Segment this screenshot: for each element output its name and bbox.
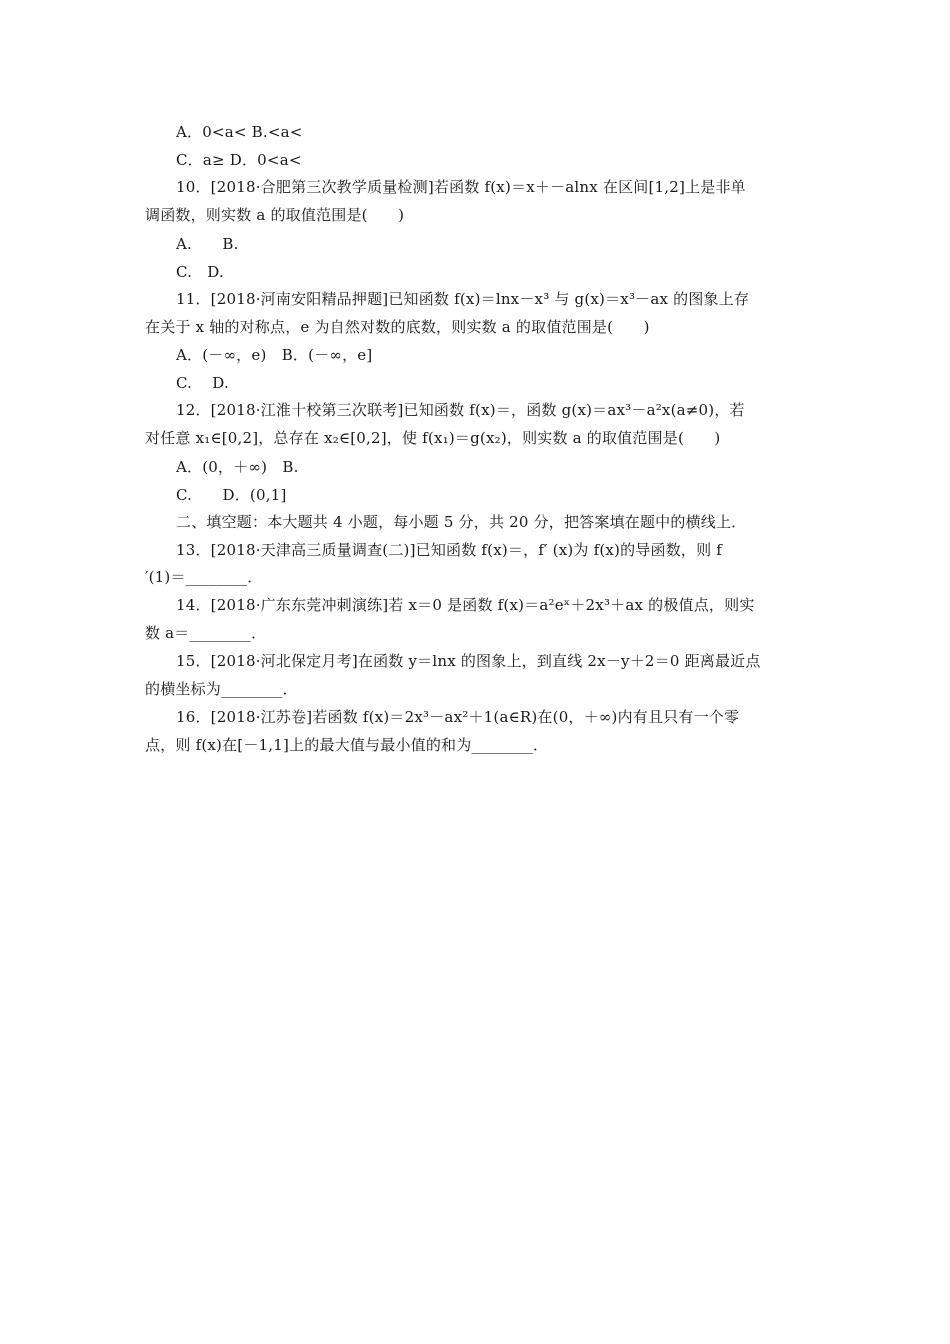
q11-options-cd: C. D. — [176, 374, 229, 392]
q10-options-cd: C. D. — [176, 263, 224, 281]
q13-stem: 13．[2018·天津高三质量调查(二)]已知函数 f(x)＝，f′ (x)为 f(x)的导函数，则 f — [176, 541, 723, 559]
q16-stem: 16．[2018·江苏卷]若函数 f(x)＝2x³－ax²＋1(a∈R)在(0，＋∞)内有且只有一个零 — [176, 708, 740, 726]
q10-options-ab: A. B. — [176, 235, 239, 253]
q14-stem-cont: 数 a＝________． — [145, 624, 267, 642]
q11-stem: 11．[2018·河南安阳精品押题]已知函数 f(x)＝lnx－x³ 与 g(x)＝x³－ax 的图象上存 — [176, 290, 750, 308]
q15-stem-cont: 的横坐标为________． — [145, 680, 298, 698]
q11-options-ab: A．(－∞，e) B．(－∞，e] — [176, 346, 373, 364]
q12-stem-cont: 对任意 x₁∈[0,2]，总存在 x₂∈[0,2]，使 f(x₁)＝g(x₂)，则实数 a 的取值范围是( ) — [145, 429, 721, 447]
q10-stem: 10．[2018·合肥第三次教学质量检测]若函数 f(x)＝x＋－alnx 在区间[1,2]上是非单 — [176, 178, 746, 196]
q13-stem-cont: ′(1)＝________． — [145, 568, 263, 586]
q14-stem: 14．[2018·广东东莞冲刺演练]若 x＝0 是函数 f(x)＝a²eˣ＋2x³＋ax 的极值点，则实 — [176, 596, 755, 614]
q16-stem-cont: 点，则 f(x)在[－1,1]上的最大值与最小值的和为________． — [145, 736, 549, 754]
q15-stem: 15．[2018·河北保定月考]在函数 y＝lnx 的图象上，到直线 2x－y＋2＝0 距离最近点 — [176, 652, 761, 670]
q9-options-cd: C．a≥ D．0<a< — [176, 151, 302, 169]
q11-stem-cont: 在关于 x 轴的对称点，e 为自然对数的底数，则实数 a 的取值范围是( ) — [145, 318, 650, 336]
q12-stem: 12．[2018·江淮十校第三次联考]已知函数 f(x)＝，函数 g(x)＝ax³－a²x(a≠0)，若 — [176, 401, 745, 419]
section-heading: 二、填空题：本大题共 4 小题，每小题 5 分，共 20 分，把答案填在题中的横线上． — [176, 513, 747, 531]
q12-options-cd: C. D．(0,1] — [176, 486, 287, 504]
q12-options-ab: A．(0，＋∞) B. — [176, 458, 299, 476]
q9-options-ab: A．0<a< B.<a< — [176, 123, 303, 141]
q10-stem-cont: 调函数，则实数 a 的取值范围是( ) — [145, 206, 405, 224]
